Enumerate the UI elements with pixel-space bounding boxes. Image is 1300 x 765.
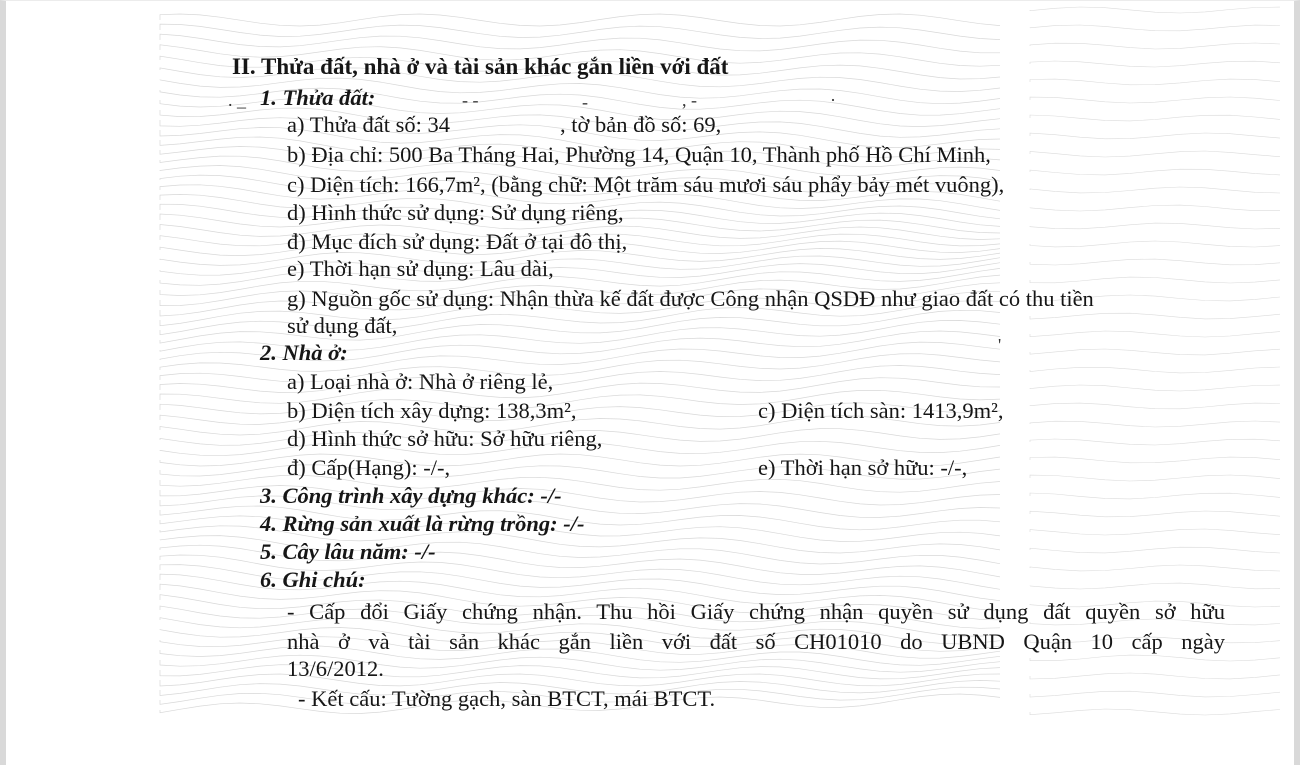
parcel-address: b) Địa chỉ: 500 Ba Tháng Hai, Phường 14, Quận 10, Thành phố Hồ Chí Minh, [287,142,991,167]
scan-speck: . _ [228,90,246,110]
scan-speck: - - [462,90,479,110]
scan-speck: , - [682,90,697,110]
production-forest: 4. Rừng sản xuất là rừng trồng: -/- [260,511,585,536]
parcel-origin-line1: g) Nguồn gốc sử dụng: Nhận thừa kế đất được Công nhận QSDĐ như giao đất có thu tiền [287,286,1094,311]
house-grade: đ) Cấp(Hạng): -/-, [287,455,451,480]
notes-line4: - Kết cấu: Tường gạch, sàn BTCT, mái BTCT. [298,686,716,711]
parcel-use-form: d) Hình thức sử dụng: Sử dụng riêng, [287,200,624,225]
notes-line3: 13/6/2012. [287,656,384,681]
scan-speck: ' [998,335,1002,355]
other-construction: 3. Công trình xây dựng khác: -/- [260,483,562,508]
scan-speck: · [830,90,836,110]
parcel-heading: 1. Thửa đất: [260,85,376,110]
notes-line1: - Cấp đổi Giấy chứng nhận. Thu hồi Giấy chứng nhận quyền sử dụng đất quyền sở hữu [287,599,1225,624]
parcel-area: c) Diện tích: 166,7m², (bằng chữ: Một trăm sáu mươi sáu phẩy bảy mét vuông), [287,172,1005,197]
parcel-use-term: e) Thời hạn sử dụng: Lâu dài, [287,256,554,281]
house-heading: 2. Nhà ở: [260,340,348,365]
map-sheet-number: , tờ bản đồ số: 69, [560,112,722,137]
house-construction-area: b) Diện tích xây dựng: 138,3m², [287,398,577,423]
house-ownership-form: d) Hình thức sở hữu: Sở hữu riêng, [287,426,603,451]
notes-line2: nhà ở và tài sản khác gắn liền với đất số CH01010 do UBND Quận 10 cấp ngày [287,629,1225,654]
perennial-trees: 5. Cây lâu năm: -/- [260,539,436,564]
house-floor-area: c) Diện tích sàn: 1413,9m², [758,398,1004,423]
section-title: II. Thửa đất, nhà ở và tài sản khác gắn liền với đất [232,54,729,79]
parcel-number: a) Thửa đất số: 34 [287,112,450,137]
parcel-origin-line2: sử dụng đất, [287,313,398,338]
house-type: a) Loại nhà ở: Nhà ở riêng lẻ, [287,369,554,394]
scan-speck: - [582,92,588,112]
notes-heading: 6. Ghi chú: [260,567,366,592]
parcel-use-purpose: đ) Mục đích sử dụng: Đất ở tại đô thị, [287,229,628,254]
house-ownership-term: e) Thời hạn sở hữu: -/-, [758,455,968,480]
